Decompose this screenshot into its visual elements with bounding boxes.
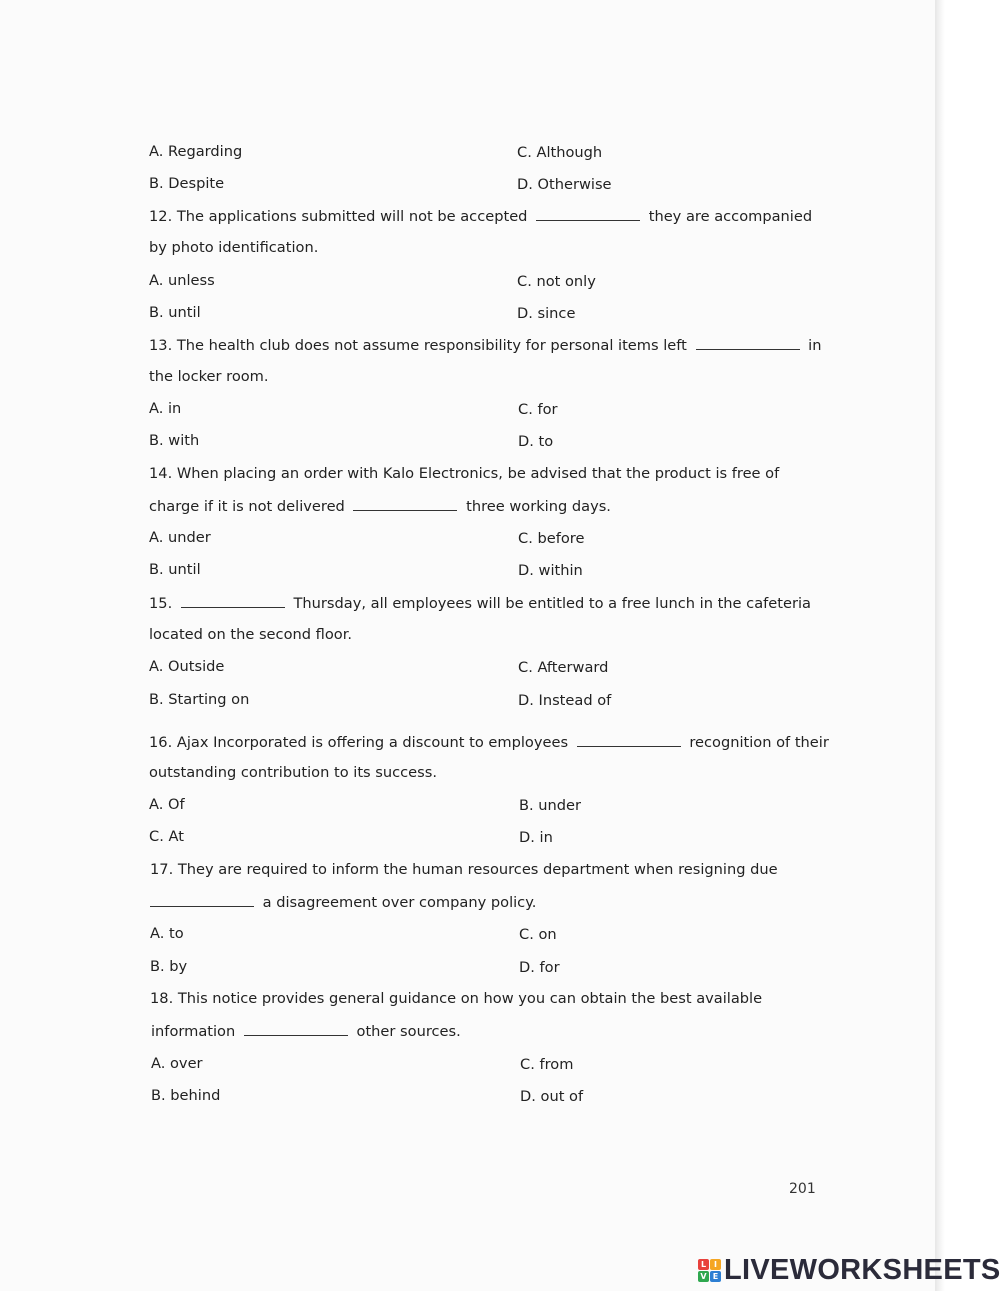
- question-16-line-1: [149, 732, 829, 753]
- page-edge-shadow: [935, 0, 1000, 1291]
- question-12-text-post: they are accompanied: [648, 208, 813, 225]
- question-15-text-post: Thursday, all employees will be entitled to a free lunch in the cafeteria: [293, 595, 811, 612]
- q12-option-c: C. not only: [517, 273, 596, 290]
- answer-blank-16[interactable]: [577, 732, 681, 747]
- question-13-line-2: the locker room.: [149, 368, 269, 385]
- answer-blank-12[interactable]: [536, 206, 640, 221]
- q16-option-c: C. At: [149, 828, 184, 845]
- question-16-text-pre: 16. Ajax Incorporated is offering a discount to employees: [149, 734, 569, 751]
- logo-tile-v: V: [698, 1271, 709, 1282]
- q18-option-c: C. from: [520, 1056, 574, 1073]
- question-15-line-1: [149, 593, 811, 614]
- q18-option-b: B. behind: [151, 1087, 221, 1104]
- question-13-text-pre: 13. The health club does not assume responsibility for personal items left: [149, 337, 687, 354]
- question-12-line-1: [149, 206, 812, 227]
- question-18-text-post: other sources.: [356, 1023, 461, 1040]
- q15-option-a: A. Outside: [149, 658, 225, 675]
- prev-option-a: A. Regarding: [149, 143, 243, 160]
- answer-blank-17[interactable]: [150, 892, 254, 907]
- q15-option-b: B. Starting on: [149, 691, 250, 708]
- q18-option-a: A. over: [151, 1055, 203, 1072]
- q13-option-a: A. in: [149, 400, 182, 417]
- question-15-line-2: located on the second floor.: [149, 626, 352, 643]
- q18-option-d: D. out of: [520, 1088, 584, 1105]
- question-16-line-2: outstanding contribution to its success.: [149, 764, 438, 781]
- question-18-line-2: [151, 1021, 461, 1042]
- logo-tile-e: E: [710, 1271, 721, 1282]
- question-18-text-pre: information: [151, 1023, 236, 1040]
- question-17-line-2: [150, 892, 536, 913]
- q14-option-a: A. under: [149, 529, 211, 546]
- prev-option-d: D. Otherwise: [517, 176, 612, 193]
- q13-option-b: B. with: [149, 432, 200, 449]
- logo-tile-i: I: [710, 1259, 721, 1270]
- question-15-text-pre: 15.: [149, 595, 173, 612]
- liveworksheets-logo[interactable]: [698, 1254, 1000, 1286]
- logo-tile-l: L: [698, 1259, 709, 1270]
- q17-option-b: B. by: [150, 958, 188, 975]
- question-14-line-2: [149, 496, 611, 517]
- prev-option-c: C. Although: [517, 144, 603, 161]
- prev-option-b: B. Despite: [149, 175, 225, 192]
- q13-option-c: C. for: [518, 401, 558, 418]
- question-13-line-1: [149, 335, 821, 356]
- q16-option-b: B. under: [519, 797, 582, 814]
- question-14-text-pre: charge if it is not delivered: [149, 498, 345, 515]
- answer-blank-14[interactable]: [353, 496, 457, 511]
- answer-blank-18[interactable]: [244, 1021, 348, 1036]
- question-17-text-post: a disagreement over company policy.: [262, 894, 537, 911]
- answer-blank-15[interactable]: [181, 593, 285, 608]
- q12-option-a: A. unless: [149, 272, 215, 289]
- question-18-line-1: 18. This notice provides general guidance on how you can obtain the best available: [150, 990, 763, 1007]
- page-number: 201: [789, 1181, 816, 1197]
- liveworksheets-logo-icon: [698, 1259, 721, 1282]
- question-12-line-2: by photo identification.: [149, 239, 319, 256]
- q15-option-c: C. Afterward: [518, 659, 609, 676]
- q16-option-a: A. Of: [149, 796, 185, 813]
- question-13-text-post: in: [808, 337, 822, 354]
- question-14-line-1: 14. When placing an order with Kalo Electronics, be advised that the product is free of: [149, 465, 780, 482]
- q14-option-d: D. within: [518, 562, 583, 579]
- liveworksheets-wordmark: LIVEWORKSHEETS: [724, 1253, 1000, 1286]
- question-14-text-post: three working days.: [466, 498, 611, 515]
- q15-option-d: D. Instead of: [518, 692, 612, 709]
- q17-option-d: D. for: [519, 959, 560, 976]
- question-16-text-post: recognition of their: [689, 734, 829, 751]
- q16-option-d: D. in: [519, 829, 553, 846]
- q14-option-c: C. before: [518, 530, 585, 547]
- q17-option-a: A. to: [150, 925, 184, 942]
- q12-option-b: B. until: [149, 304, 201, 321]
- q12-option-d: D. since: [517, 305, 576, 322]
- q17-option-c: C. on: [519, 926, 557, 943]
- q13-option-d: D. to: [518, 433, 554, 450]
- question-12-text-pre: 12. The applications submitted will not be accepted: [149, 208, 528, 225]
- q14-option-b: B. until: [149, 561, 201, 578]
- question-17-line-1: 17. They are required to inform the human resources department when resigning due: [150, 861, 778, 878]
- answer-blank-13[interactable]: [696, 335, 800, 350]
